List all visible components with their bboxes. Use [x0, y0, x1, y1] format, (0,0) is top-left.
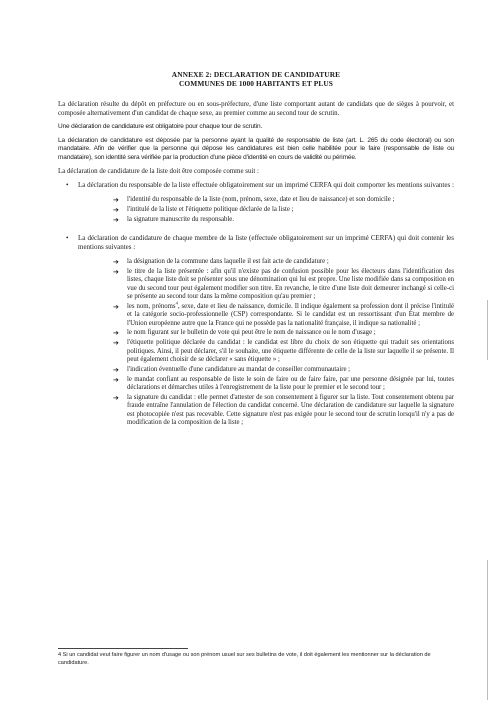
arrow-right-icon: ➔ [113, 365, 119, 374]
bullet-dot: • [66, 234, 69, 243]
bullet-responsable-text: La déclaration du responsable de la liste effectuée obligatoirement sur un imprimé CERFA qui doit comporter les mentions suivantes : [78, 181, 454, 190]
list-item: ➔ la désignation de la commune dans laquelle il est fait acte de candidature ; [113, 258, 329, 267]
list-item: ➔ l'intitulé de la liste et l'étiquette politique déclarée de la liste ; [113, 206, 294, 214]
document-title [58, 70, 454, 88]
arrow-right-icon: ➔ [113, 339, 119, 348]
membre-mentions-list [113, 258, 454, 427]
arrow-right-icon: ➔ [113, 196, 119, 205]
list-item: ➔ l'identité du responsable de la liste (nom, prénom, sexe, date et lieu de naissance) et son domicile ; [113, 196, 395, 205]
paragraph-4: La déclaration de candidature de la liste doit être composée comme suit : [58, 167, 259, 175]
paragraph-3: La déclaration de candidature est déposée par la personne ayant la qualité de responsable de liste (art. L. 265 du code électoral) ou son mandataire. Afin de vérifier que la personne qui dépose les candidatures est bien celle habilitée pour le faire (responsable de liste ou mandataire), son identité sera vérifiée par la production d'une pièce d'identité en cours de validité ou périmée. [58, 136, 454, 161]
arrow-right-icon: ➔ [113, 268, 119, 277]
list-item: ➔ le titre de la liste présentée : afin qu'il n'existe pas de confusion possible pour les électeurs dans l'identification des listes, chaque liste doit se présenter sous une dénomination qui lui est propre. Une liste modifiée dans sa composition en vue du second tour peut également modifier son titre. En revanche, le titre d'une liste doit demeurer inchangé si celle-ci se présente au second tour dans la même composition qu'au premier ; [113, 268, 454, 301]
list-item: ➔ l'étiquette politique déclarée du candidat : le candidat est libre du choix de son étiquette qui traduit ses orientations politiques. Ainsi, il peut déclarer, s'il le souhaite, une étiquette différente de celle de la liste sur laquelle il se présente. Il peut également choisir de se déclarer « sans étiquette » ; [113, 339, 454, 363]
list-item: ➔ la signature du candidat : elle permet d'attester de son consentement à figurer sur la liste. Tout consentement obtenu par fraude entraîne l'annulation de l'élection du candidat concerné. Une déclaration de candidature sur laquelle la signature est photocopiée n'est pas recevable. Cette signature n'est pas exigée pour le second tour de scrutin lorsqu'il n'y a pas de modification de la composition de la liste ; [113, 393, 454, 426]
arrow-right-icon: ➔ [113, 302, 119, 311]
arrow-right-icon: ➔ [113, 375, 119, 384]
list-item: ➔ l'indication éventuelle d'une candidature au mandat de conseiller communautaire ; [113, 365, 351, 374]
arrow-right-icon: ➔ [113, 206, 119, 214]
paragraph-2: Une déclaration de candidature est obligatoire pour chaque tour de scrutin. [58, 123, 263, 131]
footnote-ref[interactable]: 4 [175, 300, 178, 306]
responsable-mentions-list [113, 196, 454, 224]
bullet-responsable [58, 181, 454, 190]
bullet-membre [58, 234, 454, 252]
bullet-membre-text: La déclaration de candidature de chaque membre de la liste (effectuée obligatoirement sur un imprimé CERFA) qui doit contenir les mentions suivantes : [78, 234, 454, 252]
bullet-dot: • [66, 181, 69, 190]
arrow-right-icon: ➔ [113, 329, 119, 338]
arrow-right-icon: ➔ [113, 258, 119, 267]
footnote: 4 Si un candidat veut faire figurer un nom d'usage ou son prénom usuel sur ses bulletins de vote, il doit également les mentionner sur la déclaration de candidature. [58, 652, 431, 666]
list-item: ➔ le nom figurant sur le bulletin de vote qui peut être le nom de naissance ou le nom d'usage ; [113, 329, 376, 338]
title-line-1: ANNEXE 2: DECLARATION DE CANDIDATURE [171, 70, 341, 79]
list-item: ➔ la signature manuscrite du responsable. [113, 215, 235, 224]
arrow-right-icon: ➔ [113, 215, 119, 224]
bullet-section-membre [58, 234, 454, 427]
paragraph-1: La déclaration résulte du dépôt en préfecture ou en sous-préfecture, d'une liste comportant autant de candidats que de sièges à pourvoir, et composée alternativement d'un candidat de chaque sexe, au premier comme au second tour de scrutin. [58, 101, 454, 117]
title-line-2: COMMUNES DE 1000 HABITANTS ET PLUS [178, 79, 334, 88]
scan-margin-mark [487, 560, 488, 700]
bullet-section-responsable [58, 181, 454, 224]
list-item: ➔ le mandat confiant au responsable de liste le soin de faire ou de faire faire, par une personne désignée par lui, toutes déclarations et démarches utiles à l'enregistrement de la liste pour le premier et le second tour ; [113, 375, 454, 391]
list-item: ➔ les nom, prénoms$^4$, sexe, date et lieu de naissance, domicile. Il indique également sa profession dont il précise l'intitulé et la catégorie socio-professionnelle (CSP) correspondante. Si le candidat est un ressortissant d'un État membre de l'Union européenne autre que la France qui ne possède pas la nationalité française, il indique sa nationalité ; [113, 300, 455, 327]
arrow-right-icon: ➔ [113, 393, 119, 402]
scan-margin-mark [487, 300, 488, 360]
footnote-divider [58, 648, 188, 649]
